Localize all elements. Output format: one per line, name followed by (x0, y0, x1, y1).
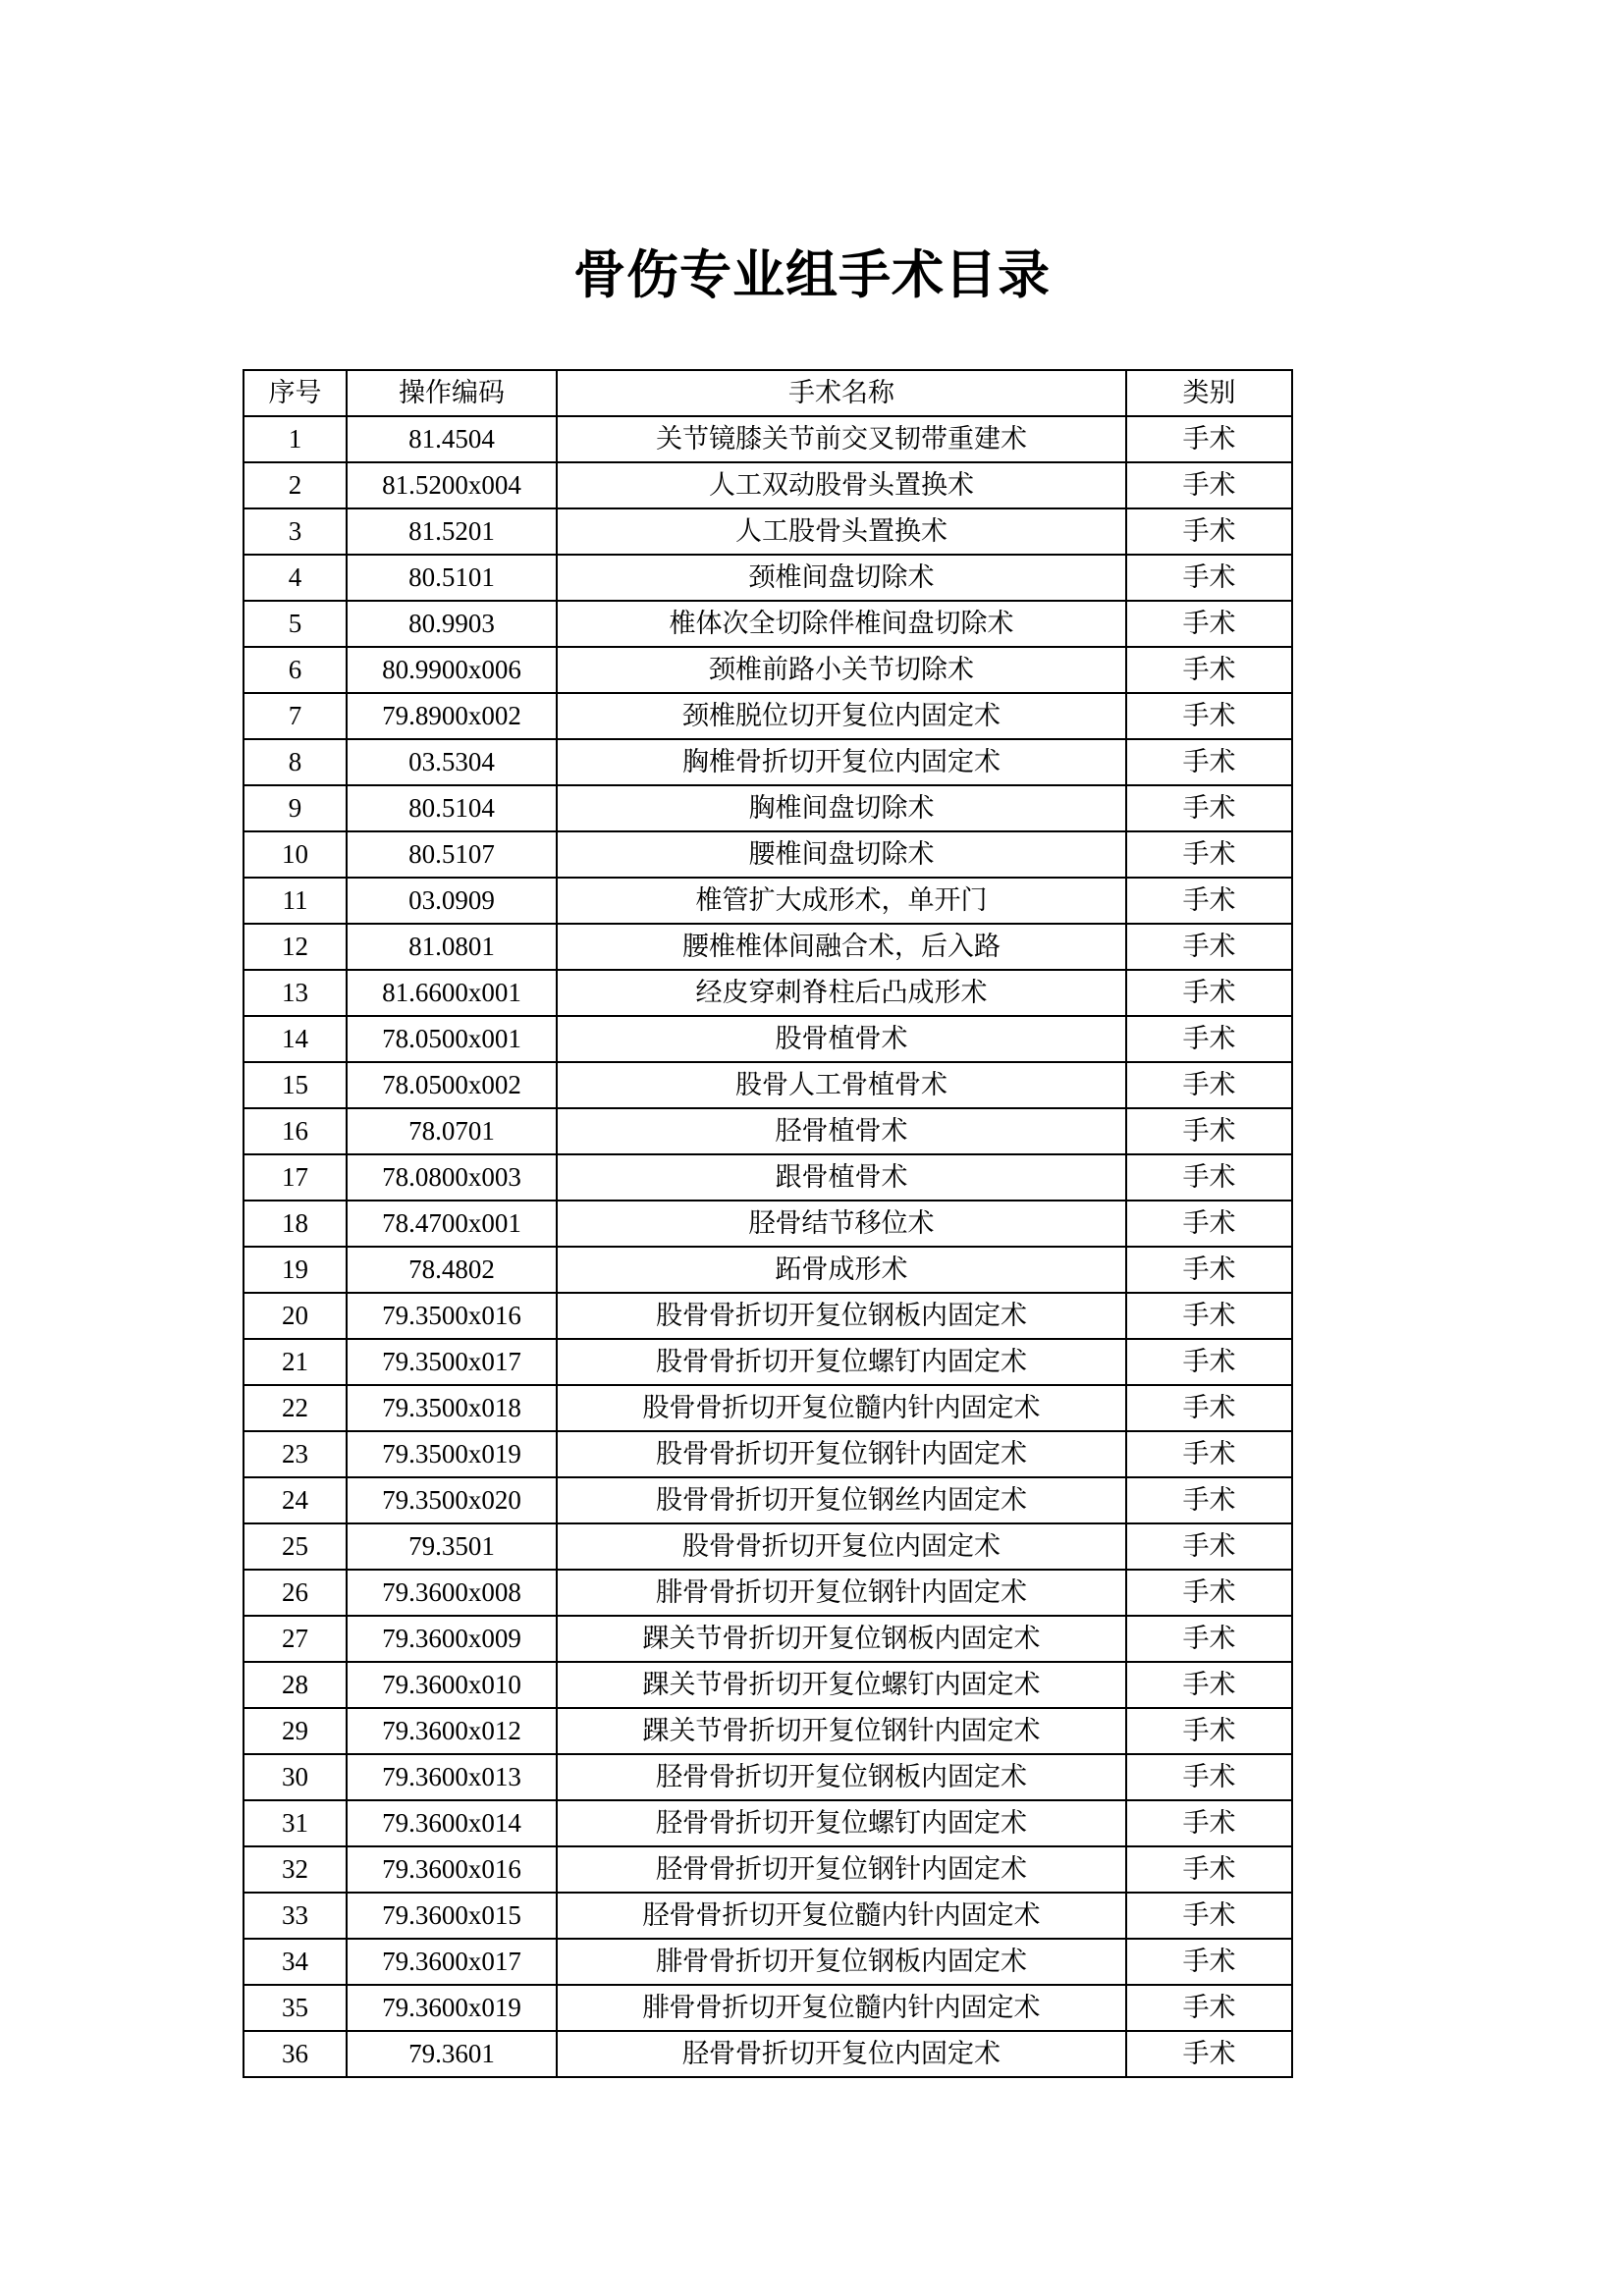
row-category-cell: 手术 (1126, 1893, 1292, 1939)
table-row (244, 416, 1292, 462)
row-no-cell: 20 (244, 1293, 347, 1339)
row-code-cell: 79.3600x016 (347, 1846, 557, 1893)
row-code-cell: 81.5201 (347, 508, 557, 555)
table-row (244, 601, 1292, 647)
row-no-cell: 22 (244, 1385, 347, 1431)
surgery-catalog-table (243, 369, 1293, 2078)
table-row (244, 739, 1292, 785)
row-category-cell: 手术 (1126, 1939, 1292, 1985)
table-row (244, 1893, 1292, 1939)
row-category-cell: 手术 (1126, 1985, 1292, 2031)
row-category-cell: 手术 (1126, 1662, 1292, 1708)
table-row (244, 1523, 1292, 1570)
row-no-cell: 3 (244, 508, 347, 555)
row-name-cell: 人工双动股骨头置换术 (557, 462, 1126, 508)
table-row (244, 555, 1292, 601)
table-row (244, 1708, 1292, 1754)
row-category-cell: 手术 (1126, 1570, 1292, 1616)
row-name-cell: 胫骨骨折切开复位钢针内固定术 (557, 1846, 1126, 1893)
table-row (244, 1939, 1292, 1985)
row-name-cell: 人工股骨头置换术 (557, 508, 1126, 555)
row-code-cell: 78.4802 (347, 1247, 557, 1293)
table-row (244, 1570, 1292, 1616)
row-name-cell: 跟骨植骨术 (557, 1154, 1126, 1201)
row-name-cell: 踝关节骨折切开复位螺钉内固定术 (557, 1662, 1126, 1708)
row-code-cell: 78.0701 (347, 1108, 557, 1154)
row-code-cell: 80.5104 (347, 785, 557, 831)
row-category-cell: 手术 (1126, 1800, 1292, 1846)
table-row (244, 1062, 1292, 1108)
row-name-cell: 踝关节骨折切开复位钢针内固定术 (557, 1708, 1126, 1754)
table-row (244, 693, 1292, 739)
row-name-cell: 腰椎椎体间融合术，后入路 (557, 924, 1126, 970)
row-name-cell: 椎体次全切除伴椎间盘切除术 (557, 601, 1126, 647)
row-code-cell: 03.5304 (347, 739, 557, 785)
table-row (244, 1201, 1292, 1247)
row-code-cell: 79.3600x010 (347, 1662, 557, 1708)
row-category-cell: 手术 (1126, 1616, 1292, 1662)
table-row (244, 1754, 1292, 1800)
row-name-cell: 椎管扩大成形术，单开门 (557, 878, 1126, 924)
table-row (244, 1431, 1292, 1477)
row-no-cell: 6 (244, 647, 347, 693)
row-code-cell: 80.5107 (347, 831, 557, 878)
row-name-cell: 胸椎骨折切开复位内固定术 (557, 739, 1126, 785)
row-no-cell: 7 (244, 693, 347, 739)
row-category-cell: 手术 (1126, 555, 1292, 601)
row-name-cell: 股骨人工骨植骨术 (557, 1062, 1126, 1108)
row-code-cell: 79.3500x019 (347, 1431, 557, 1477)
row-name-cell: 腓骨骨折切开复位髓内针内固定术 (557, 1985, 1126, 2031)
row-code-cell: 79.3600x008 (347, 1570, 557, 1616)
row-no-cell: 16 (244, 1108, 347, 1154)
table-row (244, 924, 1292, 970)
row-code-cell: 79.3501 (347, 1523, 557, 1570)
row-category-cell: 手术 (1126, 739, 1292, 785)
row-code-cell: 81.5200x004 (347, 462, 557, 508)
row-code-cell: 79.3500x017 (347, 1339, 557, 1385)
row-name-cell: 腰椎间盘切除术 (557, 831, 1126, 878)
row-name-cell: 颈椎脱位切开复位内固定术 (557, 693, 1126, 739)
row-category-cell: 手术 (1126, 1431, 1292, 1477)
table-row (244, 1016, 1292, 1062)
row-category-cell: 手术 (1126, 1201, 1292, 1247)
row-name-cell: 腓骨骨折切开复位钢板内固定术 (557, 1939, 1126, 1985)
row-code-cell: 79.3600x015 (347, 1893, 557, 1939)
header-row (244, 370, 1292, 416)
row-name-cell: 胫骨骨折切开复位内固定术 (557, 2031, 1126, 2077)
table-row (244, 878, 1292, 924)
row-no-cell: 27 (244, 1616, 347, 1662)
row-code-cell: 80.9903 (347, 601, 557, 647)
row-no-cell: 36 (244, 2031, 347, 2077)
row-name-cell: 关节镜膝关节前交叉韧带重建术 (557, 416, 1126, 462)
table-row (244, 1108, 1292, 1154)
table-row (244, 1662, 1292, 1708)
row-category-cell: 手术 (1126, 1708, 1292, 1754)
row-code-cell: 78.0500x002 (347, 1062, 557, 1108)
row-category-cell: 手术 (1126, 1754, 1292, 1800)
table-row (244, 1154, 1292, 1201)
row-no-cell: 4 (244, 555, 347, 601)
row-no-cell: 19 (244, 1247, 347, 1293)
header-cell-category: 类别 (1126, 370, 1292, 416)
row-name-cell: 股骨骨折切开复位髓内针内固定术 (557, 1385, 1126, 1431)
row-code-cell: 79.3600x013 (347, 1754, 557, 1800)
table-body (244, 416, 1292, 2077)
row-category-cell: 手术 (1126, 1846, 1292, 1893)
table-row (244, 1385, 1292, 1431)
row-name-cell: 股骨骨折切开复位内固定术 (557, 1523, 1126, 1570)
row-no-cell: 25 (244, 1523, 347, 1570)
page-title: 骨伤专业组手术目录 (573, 247, 1051, 304)
row-name-cell: 胫骨骨折切开复位钢板内固定术 (557, 1754, 1126, 1800)
row-no-cell: 15 (244, 1062, 347, 1108)
row-category-cell: 手术 (1126, 1477, 1292, 1523)
row-no-cell: 9 (244, 785, 347, 831)
row-category-cell: 手术 (1126, 878, 1292, 924)
table-row (244, 831, 1292, 878)
row-category-cell: 手术 (1126, 647, 1292, 693)
row-category-cell: 手术 (1126, 1385, 1292, 1431)
row-no-cell: 2 (244, 462, 347, 508)
row-code-cell: 79.3601 (347, 2031, 557, 2077)
table-row (244, 785, 1292, 831)
row-code-cell: 80.9900x006 (347, 647, 557, 693)
row-no-cell: 23 (244, 1431, 347, 1477)
row-no-cell: 21 (244, 1339, 347, 1385)
table-row (244, 647, 1292, 693)
row-no-cell: 30 (244, 1754, 347, 1800)
table-row (244, 508, 1292, 555)
row-name-cell: 踝关节骨折切开复位钢板内固定术 (557, 1616, 1126, 1662)
row-category-cell: 手术 (1126, 785, 1292, 831)
row-no-cell: 34 (244, 1939, 347, 1985)
row-no-cell: 28 (244, 1662, 347, 1708)
table-row (244, 970, 1292, 1016)
row-name-cell: 胫骨结节移位术 (557, 1201, 1126, 1247)
row-category-cell: 手术 (1126, 416, 1292, 462)
row-name-cell: 颈椎前路小关节切除术 (557, 647, 1126, 693)
row-category-cell: 手术 (1126, 2031, 1292, 2077)
row-no-cell: 11 (244, 878, 347, 924)
row-category-cell: 手术 (1126, 1523, 1292, 1570)
row-no-cell: 32 (244, 1846, 347, 1893)
row-no-cell: 10 (244, 831, 347, 878)
row-name-cell: 股骨植骨术 (557, 1016, 1126, 1062)
row-no-cell: 31 (244, 1800, 347, 1846)
row-name-cell: 经皮穿刺脊柱后凸成形术 (557, 970, 1126, 1016)
row-category-cell: 手术 (1126, 1293, 1292, 1339)
row-code-cell: 79.3600x012 (347, 1708, 557, 1754)
row-no-cell: 14 (244, 1016, 347, 1062)
row-category-cell: 手术 (1126, 508, 1292, 555)
row-code-cell: 79.3600x019 (347, 1985, 557, 2031)
row-name-cell: 股骨骨折切开复位钢板内固定术 (557, 1293, 1126, 1339)
row-no-cell: 12 (244, 924, 347, 970)
table-row (244, 1247, 1292, 1293)
table-row (244, 1846, 1292, 1893)
row-no-cell: 1 (244, 416, 347, 462)
row-category-cell: 手术 (1126, 601, 1292, 647)
row-no-cell: 5 (244, 601, 347, 647)
row-no-cell: 8 (244, 739, 347, 785)
row-code-cell: 79.3600x014 (347, 1800, 557, 1846)
row-category-cell: 手术 (1126, 924, 1292, 970)
table-row (244, 462, 1292, 508)
row-no-cell: 24 (244, 1477, 347, 1523)
row-category-cell: 手术 (1126, 1339, 1292, 1385)
row-category-cell: 手术 (1126, 970, 1292, 1016)
table-row (244, 1293, 1292, 1339)
row-category-cell: 手术 (1126, 462, 1292, 508)
row-no-cell: 17 (244, 1154, 347, 1201)
header-cell-code: 操作编码 (347, 370, 557, 416)
row-code-cell: 81.6600x001 (347, 970, 557, 1016)
table-row (244, 1800, 1292, 1846)
row-name-cell: 股骨骨折切开复位螺钉内固定术 (557, 1339, 1126, 1385)
row-code-cell: 79.3600x009 (347, 1616, 557, 1662)
row-code-cell: 78.0800x003 (347, 1154, 557, 1201)
header-cell-name: 手术名称 (557, 370, 1126, 416)
row-no-cell: 18 (244, 1201, 347, 1247)
row-code-cell: 79.3500x018 (347, 1385, 557, 1431)
row-name-cell: 跖骨成形术 (557, 1247, 1126, 1293)
row-code-cell: 79.3500x016 (347, 1293, 557, 1339)
row-code-cell: 78.4700x001 (347, 1201, 557, 1247)
row-code-cell: 80.5101 (347, 555, 557, 601)
row-no-cell: 33 (244, 1893, 347, 1939)
table-row (244, 1339, 1292, 1385)
row-name-cell: 胫骨骨折切开复位髓内针内固定术 (557, 1893, 1126, 1939)
row-no-cell: 29 (244, 1708, 347, 1754)
table-row (244, 1985, 1292, 2031)
row-category-cell: 手术 (1126, 1062, 1292, 1108)
row-category-cell: 手术 (1126, 1016, 1292, 1062)
table-row (244, 1616, 1292, 1662)
row-code-cell: 79.3500x020 (347, 1477, 557, 1523)
row-category-cell: 手术 (1126, 693, 1292, 739)
row-code-cell: 81.4504 (347, 416, 557, 462)
table-row (244, 1477, 1292, 1523)
row-code-cell: 79.3600x017 (347, 1939, 557, 1985)
row-code-cell: 81.0801 (347, 924, 557, 970)
row-code-cell: 03.0909 (347, 878, 557, 924)
row-name-cell: 股骨骨折切开复位钢丝内固定术 (557, 1477, 1126, 1523)
row-code-cell: 79.8900x002 (347, 693, 557, 739)
row-no-cell: 26 (244, 1570, 347, 1616)
row-category-cell: 手术 (1126, 1154, 1292, 1201)
row-category-cell: 手术 (1126, 831, 1292, 878)
row-category-cell: 手术 (1126, 1108, 1292, 1154)
table-row (244, 2031, 1292, 2077)
row-name-cell: 腓骨骨折切开复位钢针内固定术 (557, 1570, 1126, 1616)
row-no-cell: 35 (244, 1985, 347, 2031)
row-name-cell: 股骨骨折切开复位钢针内固定术 (557, 1431, 1126, 1477)
row-no-cell: 13 (244, 970, 347, 1016)
row-name-cell: 胫骨骨折切开复位螺钉内固定术 (557, 1800, 1126, 1846)
row-name-cell: 颈椎间盘切除术 (557, 555, 1126, 601)
row-category-cell: 手术 (1126, 1247, 1292, 1293)
header-cell-no: 序号 (244, 370, 347, 416)
row-name-cell: 胸椎间盘切除术 (557, 785, 1126, 831)
row-code-cell: 78.0500x001 (347, 1016, 557, 1062)
row-name-cell: 胫骨植骨术 (557, 1108, 1126, 1154)
